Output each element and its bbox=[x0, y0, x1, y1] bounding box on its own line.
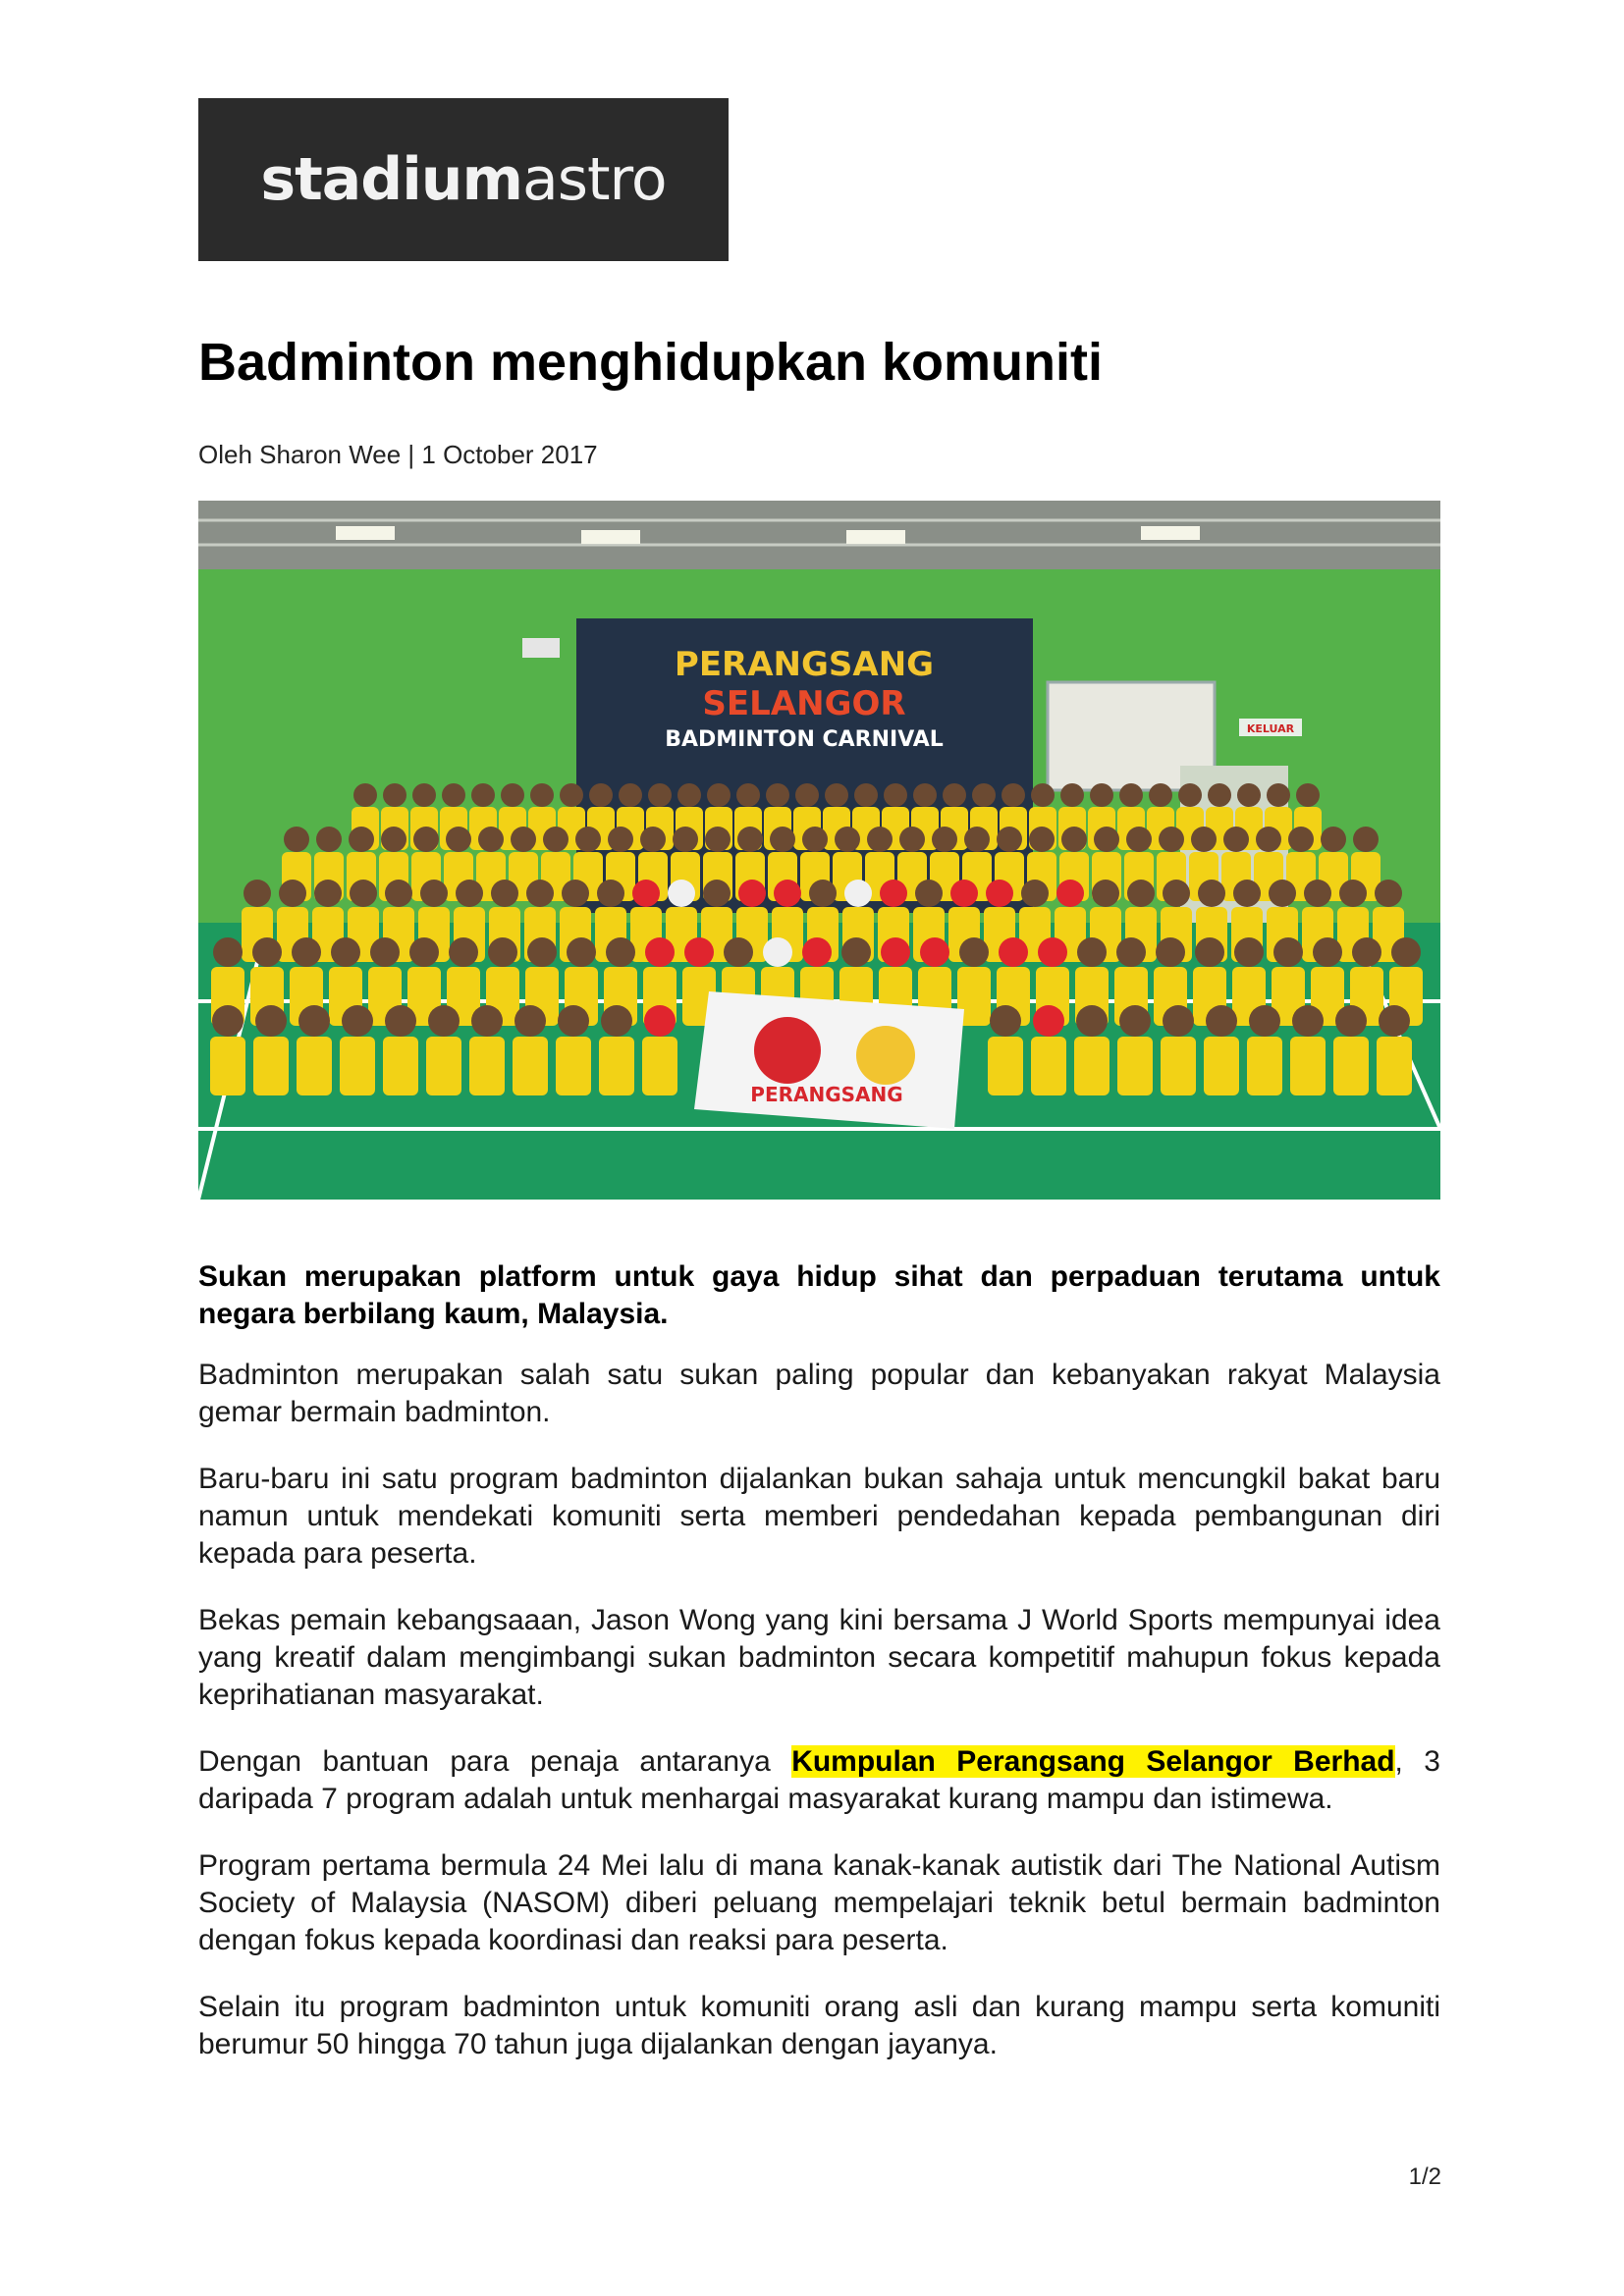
perangsang-flag bbox=[694, 991, 964, 1129]
lead-paragraph: Sukan merupakan platform untuk gaya hidup sihat dan perpaduan terutama untuk negara berbilang kaum, Malaysia. bbox=[198, 1260, 1440, 1330]
logo-text bbox=[260, 145, 666, 214]
article-byline: Oleh Sharon Wee | 1 October 2017 bbox=[198, 440, 598, 469]
logo-part-stadium: stadium bbox=[260, 145, 522, 214]
paragraph-3: Bekas pemain kebangsaaan, Jason Wong yang kini bersama J World Sports mempunyai idea yang kreatif dalam mengimbangi sukan badminton secara kompetitif mahupun fokus kepada keprihatianan masyarakat. bbox=[198, 1604, 1440, 1711]
highlighted-sponsor-link[interactable]: Kumpulan Perangsang Selangor Berhad bbox=[791, 1745, 1395, 1778]
paragraph-6: Selain itu program badminton untuk komuniti orang asli dan kurang mampu serta komuniti berumur 50 hingga 70 tahun juga dijalankan dengan jayanya. bbox=[198, 1991, 1440, 2060]
banner-line-2: SELANGOR bbox=[702, 684, 906, 723]
paragraph-1: Badminton merupakan salah satu sukan paling popular dan kebanyakan rakyat Malaysia gemar bermain badminton. bbox=[198, 1359, 1440, 1428]
stadium-astro-logo bbox=[198, 98, 729, 261]
article-title: Badminton menghidupkan komuniti bbox=[198, 333, 1103, 392]
banner-line-1: PERANGSANG bbox=[674, 645, 935, 684]
paragraph-4 bbox=[198, 1743, 1440, 1818]
paragraph-4-rest: , 3 daripada 7 program adalah untuk menhargai masyarakat kurang mampu dan istimewa. bbox=[198, 1745, 1440, 1815]
paragraph-2: Baru-baru ini satu program badminton dijalankan bukan sahaja untuk mencungkil bakat baru namun untuk mendekati komuniti serta memberi pendedahan kepada pembangunan diri kepada para peserta. bbox=[198, 1463, 1440, 1570]
flag-text: PERANGSANG bbox=[750, 1083, 903, 1106]
logo-part-astro: astro bbox=[522, 145, 667, 214]
page-number: 1/2 bbox=[1408, 2163, 1441, 2190]
article-photo bbox=[198, 501, 1440, 1200]
paragraph-4-intro: Dengan bantuan para penaja antaranya bbox=[198, 1745, 792, 1778]
exit-sign: KELUAR bbox=[1246, 722, 1295, 735]
paragraph-5: Program pertama bermula 24 Mei lalu di mana kanak-kanak autistik dari The National Autism Society of Malaysia (NASOM) diberi peluang mempelajari teknik betul bermain badminton dengan fokus kepada koordinasi dan reaksi para peserta. bbox=[198, 1849, 1440, 1956]
article-body bbox=[198, 1258, 1440, 2093]
group-photo-illustration bbox=[198, 501, 1440, 1200]
banner-line-3: BADMINTON CARNIVAL bbox=[665, 727, 944, 752]
